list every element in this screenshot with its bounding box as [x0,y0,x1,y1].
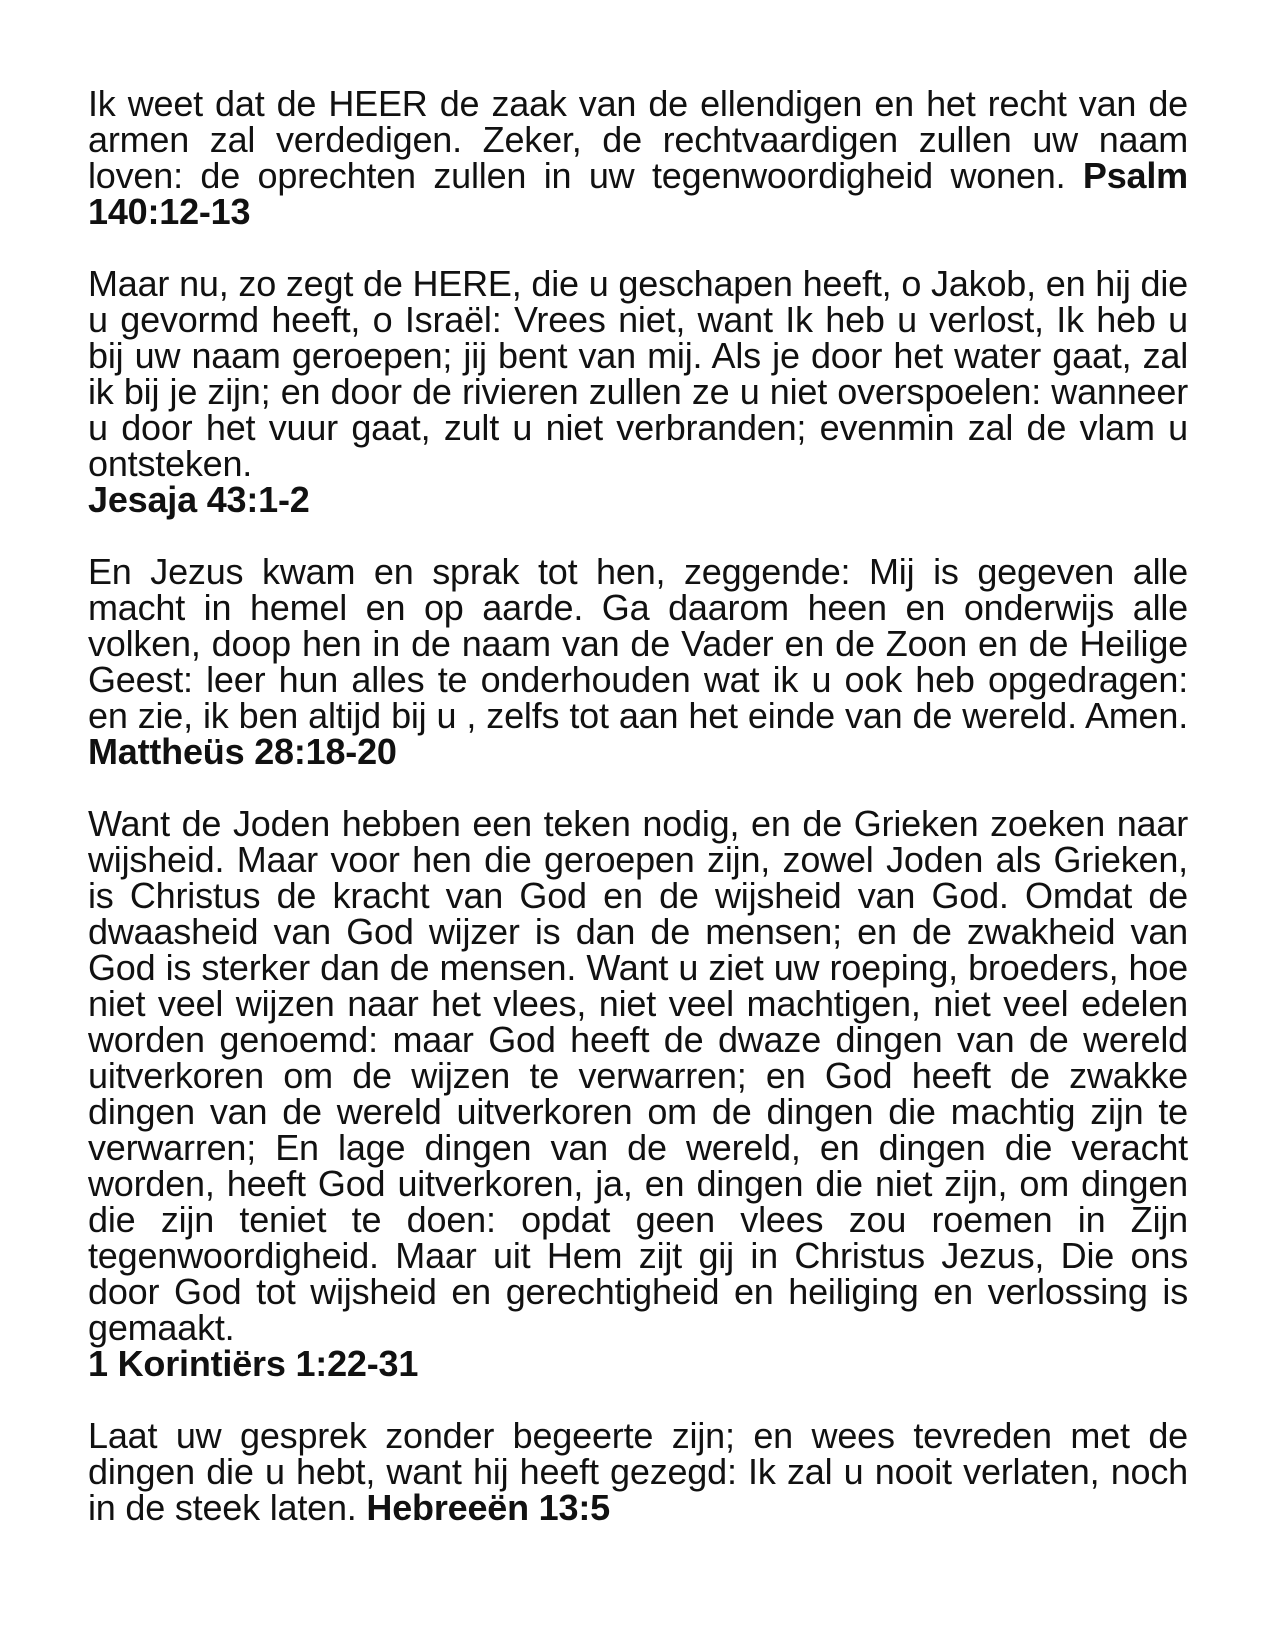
passage-text: Ik weet dat de HEER de zaak van de ellendigen en het recht van de armen zal verdedigen. Zeker, de rechtvaardigen zullen uw naam loven: de oprechten zullen in uw tegenwoordigheid wonen. [88,83,1188,196]
scripture-passage [88,803,1188,1384]
scripture-reference: Hebreeën 13:5 [366,1487,610,1528]
passage-text: Want de Joden hebben een teken nodig, en de Grieken zoeken naar wijsheid. Maar voor hen die geroepen zijn, zowel Joden als Grieken, is Christus de kracht van God en de wijsheid van God. Omdat de dwaasheid van God wijzer is dan de mensen; en de zwakheid van God is sterker dan de mensen. Want u ziet uw roeping, broeders, hoe niet veel wijzen naar het vlees, niet veel machtigen, niet veel edelen worden genoemd: maar God heeft de dwaze dingen van de wereld uitverkoren om de wijzen te verwarren; en God heeft de zwakke dingen van de wereld uitverkoren om de dingen die machtig zijn te verwarren; En lage dingen van de wereld, en dingen die veracht worden, heeft God uitverkoren, ja, en dingen die niet zijn, om dingen die zijn teniet te doen: opdat geen vlees zou roemen in Zijn tegenwoordigheid. Maar uit Hem zijt gij in Christus Jezus, Die ons door God tot wijsheid en gerechtigheid en heiliging en verlossing is gemaakt. [88,803,1188,1348]
scripture-passage [88,551,1188,772]
scripture-passage [88,83,1188,232]
scripture-reference: Psalm 140:12-13 [88,155,1188,232]
scripture-passage [88,263,1188,520]
passage-text: En Jezus kwam en sprak tot hen, zeggende: Mij is gegeven alle macht in hemel en op aarde. Ga daarom heen en onderwijs alle volken, doop hen in de naam van de Vader en de Zoon en de Heilige Geest: leer hun alles te onderhouden wat ik u ook heb opgedragen: en zie, ik ben altijd bij u , zelfs tot aan het einde van de wereld. Amen. [88,551,1188,736]
passage-text: Maar nu, zo zegt de HERE, die u geschapen heeft, o Jakob, en hij die u gevormd heeft, o Israël: Vrees niet, want Ik heb u verlost, Ik heb u bij uw naam geroepen; jij bent van mij. Als je door het water gaat, zal ik bij je zijn; en door de rivieren zullen ze u niet overspoelen: wanneer u door het vuur gaat, zult u niet verbranden; evenmin zal de vlam u ontsteken. [88,263,1188,484]
scripture-reference: Jesaja 43:1-2 [88,479,310,520]
document-page [88,83,1188,1562]
scripture-reference: Mattheüs 28:18-20 [88,731,397,772]
passage-text: Laat uw gesprek zonder begeerte zijn; en wees tevreden met de dingen die u hebt, want hij heeft gezegd: Ik zal u nooit verlaten, noch in de steek laten. [88,1415,1188,1528]
scripture-reference: 1 Korintiërs 1:22-31 [88,1343,419,1384]
scripture-passage [88,1415,1188,1528]
